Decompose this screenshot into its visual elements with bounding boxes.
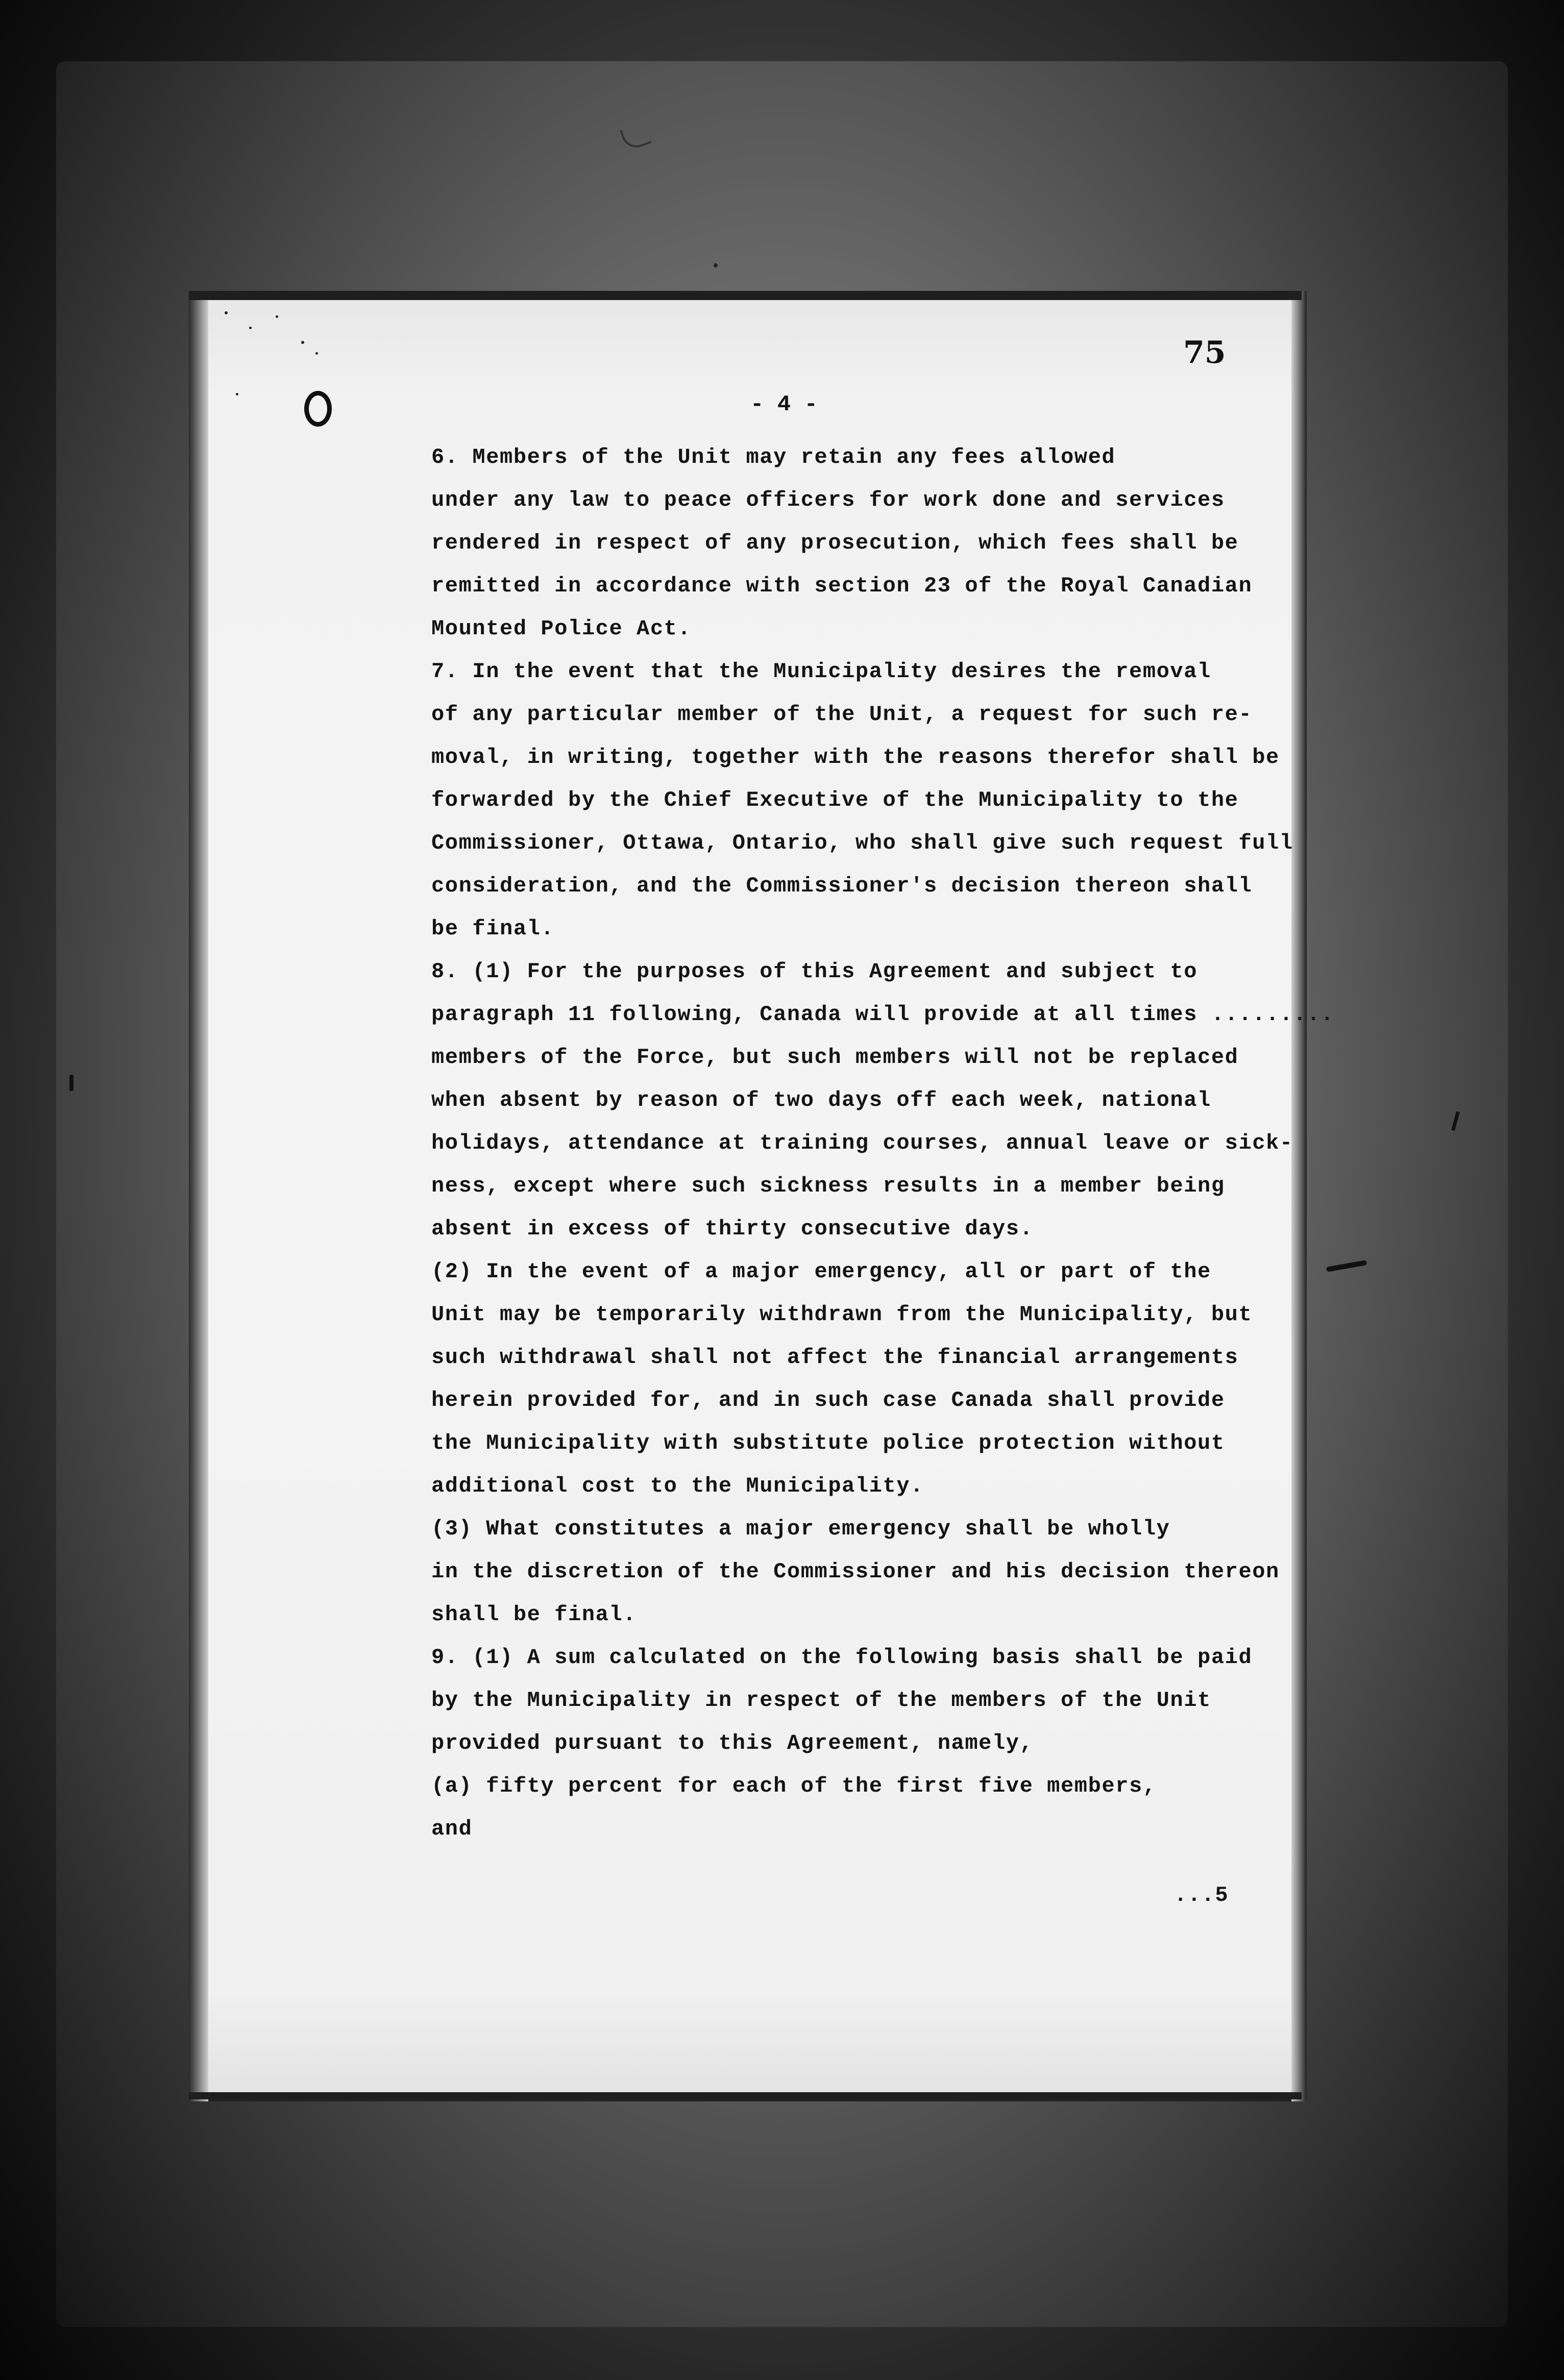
text-line: Unit may be temporarily withdrawn from the Municipality, but [431, 1302, 1253, 1327]
text-line: when absent by reason of two days off each week, national [431, 1088, 1211, 1112]
text-line: under any law to peace officers for work done and services [431, 488, 1225, 512]
speck [225, 311, 228, 314]
text-line: 8. (1) For the purposes of this Agreement and subject to [431, 959, 1198, 984]
text-line: such withdrawal shall not affect the financial arrangements [431, 1345, 1239, 1370]
speck [236, 393, 238, 395]
text-line: rendered in respect of any prosecution, which fees shall be [431, 531, 1239, 555]
text-line: provided pursuant to this Agreement, namely, [431, 1731, 1034, 1755]
speck [315, 352, 318, 355]
text-line: (2) In the event of a major emergency, all or part of the [431, 1259, 1211, 1284]
text-line: Mounted Police Act. [431, 616, 692, 641]
text-line: (a) fifty percent for each of the first five members, [431, 1774, 1157, 1798]
text-line: holidays, attendance at training courses, annual leave or sick- [431, 1131, 1293, 1155]
text-line: 6. Members of the Unit may retain any fees allowed [431, 445, 1116, 469]
text-line: absent in excess of thirty consecutive days. [431, 1217, 1034, 1241]
stamp-number: 75 [1183, 335, 1226, 370]
text-line: by the Municipality in respect of the members of the Unit [431, 1688, 1211, 1713]
page-left-edge [189, 291, 208, 2101]
speck [714, 263, 718, 267]
speck [249, 327, 252, 329]
text-line: 7. In the event that the Municipality desires the removal [431, 659, 1211, 684]
text-line: 9. (1) A sum calculated on the following basis shall be paid [431, 1645, 1253, 1670]
punch-hole [304, 391, 332, 427]
page-number: - 4 - [750, 392, 818, 417]
text-line: ness, except where such sickness results in a member being [431, 1174, 1225, 1198]
text-line: shall be final. [431, 1602, 637, 1627]
text-line: paragraph 11 following, Canada will provide at all times ......... [431, 1002, 1335, 1027]
text-line: members of the Force, but such members will not be replaced [431, 1045, 1239, 1070]
text-line: (3) What constitutes a major emergency shall be wholly [431, 1517, 1170, 1541]
text-line: in the discretion of the Commissioner and his decision thereon [431, 1559, 1280, 1584]
text-line: moval, in writing, together with the reasons therefor shall be [431, 745, 1280, 770]
page-bottom-edge [189, 2092, 1302, 2099]
page-top-edge [189, 291, 1302, 300]
text-line: remitted in accordance with section 23 of the Royal Canadian [431, 574, 1253, 598]
text-line: and [431, 1817, 473, 1841]
page-right-edge [1291, 291, 1307, 2101]
speck [301, 341, 304, 344]
text-line: the Municipality with substitute police protection without [431, 1431, 1225, 1455]
margin-mark-left [69, 1075, 74, 1091]
text-line: additional cost to the Municipality. [431, 1474, 924, 1498]
continuation-marker: ...5 [1174, 1883, 1229, 1907]
text-line: of any particular member of the Unit, a request for such re- [431, 702, 1253, 727]
text-line: consideration, and the Commissioner's decision thereon shall [431, 874, 1253, 898]
speck [276, 315, 278, 318]
text-line: be final. [431, 916, 555, 941]
text-line: forwarded by the Chief Executive of the Municipality to the [431, 788, 1239, 812]
text-line: herein provided for, and in such case Canada shall provide [431, 1388, 1225, 1412]
text-line: Commissioner, Ottawa, Ontario, who shall give such request full [431, 831, 1293, 855]
